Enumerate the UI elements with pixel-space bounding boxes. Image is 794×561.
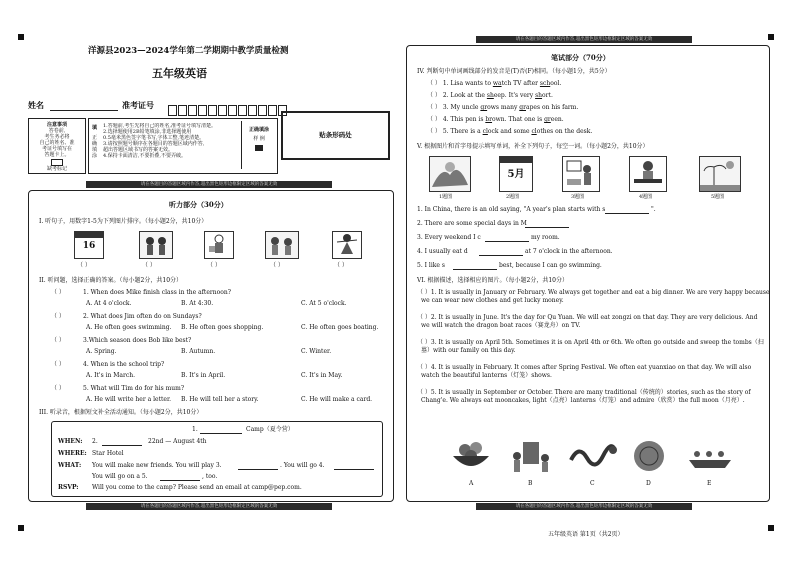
eating-dinner-picture xyxy=(629,156,667,192)
name-field[interactable] xyxy=(50,110,118,111)
q6-text: watch the beautiful lanterns（灯笼）shows. xyxy=(421,372,552,379)
writing-q6-title: VI. 根据描述，选择相应的图片。（每小题2分，共10分） xyxy=(417,277,568,284)
q4-sentence-mid: tch TV after xyxy=(501,80,540,87)
q2-question: 3.Which season does Bob like best? xyxy=(83,337,192,344)
camp-line1-text: Camp（夏令营） xyxy=(246,426,294,433)
q4-sentence-pre: 4. This pen is xyxy=(442,116,486,123)
summer-beach-picture xyxy=(699,156,741,192)
q2-answer-blank[interactable]: （ ） xyxy=(51,313,65,320)
camp-blank-5[interactable] xyxy=(160,480,200,481)
q5-sentence-tail: at 7 o'clock in the afternoon. xyxy=(525,248,613,255)
q2-option-c[interactable]: C. Winter. xyxy=(301,348,332,355)
q6-text: 1. It is usually in January or February. We always get together and eat a big dinner. We are very happy because xyxy=(430,289,770,296)
q4-sentence-pre: 5. There is a xyxy=(442,128,483,135)
q4-underlined: sh xyxy=(486,92,494,99)
q2-answer-blank[interactable]: （ ） xyxy=(51,385,65,392)
listening-q2-title: II. 听问题，选择正确的答案。（每小题2分，共10分） xyxy=(39,277,183,284)
q4-underlined: sch xyxy=(539,80,551,87)
q6-choice-b[interactable]: B xyxy=(528,480,533,487)
q4-underlined: gr xyxy=(544,116,551,123)
q5-sentence-tail: ". xyxy=(651,206,656,213)
notes-line: 考证号填写在 xyxy=(41,146,72,152)
q6-answer-blank[interactable]: （ ） xyxy=(417,364,431,371)
camp-when-range: 22nd — August 4th xyxy=(148,438,207,445)
answer-area-banner: 请在各题目的答题区域内作答,超出黑色矩形边框限定区域的答案无效 xyxy=(86,181,332,188)
q6-text: 4. It is usually in February. It comes after Spring Festival. We often eat yuanxiao on that day. We will also xyxy=(430,364,752,371)
q2-option-a[interactable]: A. It's in March. xyxy=(86,372,135,379)
girl-dancing-picture xyxy=(332,231,362,259)
camp-where-text: Star Hotel xyxy=(92,450,124,457)
q2-option-b[interactable]: B. At 4:30. xyxy=(181,300,214,307)
boy-with-books-picture xyxy=(204,231,234,259)
camp-what-text: . You will go 4. xyxy=(280,462,325,469)
q2-option-a[interactable]: A. He will write her a letter. xyxy=(86,396,172,403)
q5-sentence: 4. I usually eat d xyxy=(417,248,468,255)
q1-answer-blank[interactable]: （ ） xyxy=(207,262,221,269)
camp-rsvp-text: Will you come to the camp? Please send an email at camp@pep.com. xyxy=(92,484,302,491)
q2-option-c[interactable]: C. He will make a card. xyxy=(301,396,373,403)
q5-sentence: 2. There are some special days in M xyxy=(417,220,527,227)
q4-sentence-mid: ock and some xyxy=(487,128,532,135)
q2-items xyxy=(51,289,381,409)
camp-what-text: , too. xyxy=(202,473,218,480)
correct-fill-example xyxy=(241,121,276,169)
q6-choice-a[interactable]: A xyxy=(469,480,474,487)
q4-answer-blank[interactable]: （ ） xyxy=(427,116,441,123)
fill-side-char: 正 xyxy=(92,135,98,141)
tangyuan-bowl-picture xyxy=(449,438,493,474)
absence-mark-box[interactable] xyxy=(51,159,63,166)
q5-blank-5[interactable] xyxy=(453,269,497,270)
q4-answer-blank[interactable]: （ ） xyxy=(427,104,441,111)
q2-option-a[interactable]: A. Spring. xyxy=(86,348,117,355)
camp-what-text: You will go on a 5. xyxy=(92,473,148,480)
q4-answer-blank[interactable]: （ ） xyxy=(427,128,441,135)
fill-side-title: 填 xyxy=(92,125,98,131)
q2-question: 1. When does Mike finish class in the afternoon? xyxy=(83,289,231,296)
dragon-picture xyxy=(569,440,617,474)
answer-area-banner: 请在各题目的答题区域内作答,超出黑色矩形边框限定区域的答案无效 xyxy=(476,36,692,43)
q5-sentence-tail: best, because I can go swimming. xyxy=(499,262,602,269)
family-picture xyxy=(265,231,299,259)
calendar-date: 16 xyxy=(82,241,96,251)
q6-text: 5. It is usually in September or October. There are many traditional（传统的）stories, such as the story of xyxy=(430,389,751,396)
mooncake-picture xyxy=(629,438,669,474)
writing-q5-title: V. 根据图片和首字母提示填写单词，补全下列句子，每空一词。（每小题2分，共10分） xyxy=(417,143,649,150)
q1-answer-blank[interactable]: （ ） xyxy=(142,262,156,269)
camp-blank-1[interactable] xyxy=(200,433,242,434)
writing-q4-title: IV. 判断句中单词画线部分的发音是(T)否(F)相同。（每小题1分，共5分） xyxy=(417,68,611,75)
q4-sentence-post: ort. xyxy=(542,92,553,99)
q6-text: we will watch the dragon boat races（赛龙舟）on TV. xyxy=(421,322,581,329)
writing-panel xyxy=(406,45,770,502)
answer-area-banner: 请在各题目的答题区域内作答,超出黑色矩形边框限定区域的答案无效 xyxy=(476,503,692,510)
q1-answer-blank[interactable]: （ ） xyxy=(270,262,284,269)
q6-text: 2. It is usually in June. It's the day for Qu Yuan. We will eat zongzi on that day. They are very delicious. And xyxy=(430,314,758,321)
notes-title: 注意事项 xyxy=(46,122,67,128)
q6-items xyxy=(417,289,770,414)
tomb-sweeping-picture xyxy=(509,436,553,476)
q4-underlined: cl xyxy=(531,128,537,135)
q4-underlined: gr xyxy=(519,104,526,111)
registration-mark-bottom-left xyxy=(18,525,24,531)
instruction-line: 0.5毫米黑色签字笔书写,字体工整,笔迹清楚。 xyxy=(103,135,205,141)
camp-what-label: WHAT: xyxy=(58,462,82,469)
tree-landscape-picture xyxy=(429,156,471,192)
q5-blank-4[interactable] xyxy=(479,255,523,256)
q6-answer-blank[interactable]: （ ） xyxy=(417,339,431,346)
exam-title: 洋源县2023—2024学年第二学期期中教学质量检测 xyxy=(88,46,289,56)
q5-sentence: 1. In China, there is an old saying, "A year's plan starts with s xyxy=(417,206,606,213)
q6-choice-c[interactable]: C xyxy=(590,480,595,487)
q4-answer-blank[interactable]: （ ） xyxy=(427,92,441,99)
q2-question: 4. When is the school trip? xyxy=(83,361,165,368)
correct-fill-label: 正确填涂 xyxy=(248,127,269,133)
q5-pic-label: 5题图 xyxy=(711,194,725,200)
q6-answer-blank[interactable]: （ ） xyxy=(417,314,431,321)
instruction-line: 2.选择题使用2B铅笔填涂,非选择题使用 xyxy=(103,129,192,135)
name-label: 姓名 xyxy=(28,100,44,110)
cleaning-room-picture xyxy=(562,156,600,192)
fill-side-char: 确 xyxy=(92,141,98,147)
q4-sentence-mid: ows many xyxy=(487,104,520,111)
q4-underlined: gr xyxy=(480,104,488,111)
writing-heading: 笔试部分（70分） xyxy=(551,53,610,62)
q4-sentence-pre: 3. My uncle xyxy=(442,104,481,111)
q2-option-c[interactable]: C. He often goes boating. xyxy=(301,324,379,331)
exam-id-boxes[interactable] xyxy=(168,100,288,119)
q1-answer-blank[interactable]: （ ） xyxy=(334,262,348,269)
answer-area-banner: 请在各题目的答题区域内作答,超出黑色矩形边框限定区域的答案无效 xyxy=(86,503,332,510)
calendar-may-picture xyxy=(499,156,533,192)
page-footer: 五年级英语 第1页（共2页） xyxy=(548,531,624,538)
registration-mark-bottom-right xyxy=(768,525,774,531)
camp-line1-number: 1. xyxy=(192,426,198,433)
q6-text: Chang'e. We always eat mooncakes, light（点亮）lanterns（灯笼）and admire（欣赏）the full moon（月亮）. xyxy=(421,397,745,404)
notes-line: 答卷前, xyxy=(48,128,66,134)
q4-sentence-mid: eep. It's very xyxy=(493,92,536,99)
barcode-area xyxy=(281,111,390,160)
absence-mark-label: 缺考标记 xyxy=(46,166,67,172)
instruction-line: 4.保持卡面清洁,不要折叠,不要弄破。 xyxy=(103,153,186,159)
q2-option-c[interactable]: C. It's in May. xyxy=(301,372,343,379)
camp-what-text: You will make new friends. You will play 3. xyxy=(92,462,222,469)
q2-question: 2. What does Jim often do on Sundays? xyxy=(83,313,202,320)
exam-subtitle: 五年级英语 xyxy=(152,67,207,80)
people-dancing-picture xyxy=(139,231,173,259)
q4-underlined: sh xyxy=(535,92,543,99)
q4-sentence-mid: own. That one is xyxy=(492,116,545,123)
q5-blank-2[interactable] xyxy=(525,227,569,228)
q2-option-c[interactable]: C. At 5 o'clock. xyxy=(301,300,347,307)
listening-panel xyxy=(28,190,394,502)
q2-option-b[interactable]: B. It's in April. xyxy=(181,372,226,379)
q6-answer-blank[interactable]: （ ） xyxy=(417,289,431,296)
q5-blank-1[interactable] xyxy=(605,213,649,214)
example-label: 样 例 xyxy=(253,136,265,142)
q4-underlined: cl xyxy=(482,128,488,135)
camp-where-label: WHERE: xyxy=(58,450,87,457)
fill-side-char: 填 xyxy=(92,147,98,153)
q5-pic-label: 2题图 xyxy=(506,194,520,200)
notes-line: 自己的姓名、准 xyxy=(39,140,75,146)
q2-answer-blank[interactable]: （ ） xyxy=(51,337,65,344)
q4-sentence-pre: 2. Look at the xyxy=(442,92,487,99)
q4-sentence-post: een. xyxy=(550,116,564,123)
q4-sentence-post: othes on the desk. xyxy=(536,128,593,135)
registration-mark-top-right xyxy=(768,34,774,40)
q2-option-a[interactable]: A. At 4 o'clock. xyxy=(86,300,132,307)
instruction-line: 3.请按照题号顺序在各题目的答题区域内作答, xyxy=(103,141,205,147)
barcode-label: 贴条形码处 xyxy=(319,131,352,139)
q5-pic-label: 4题图 xyxy=(639,194,653,200)
listening-heading: 听力部分（30分） xyxy=(169,200,228,209)
listening-q3-title: III. 听录音，根据短文补全活动通知。（每小题2分，共10分） xyxy=(39,409,203,416)
q6-text: we can wear new clothes and get lucky money. xyxy=(421,297,564,304)
q1-answer-blank[interactable]: （ ） xyxy=(77,262,91,269)
q5-sentence: 5. I like s xyxy=(417,262,445,269)
camp-blank-3[interactable] xyxy=(238,469,278,470)
q2-option-b[interactable]: B. Autumn. xyxy=(181,348,216,355)
q6-text: 3. It is usually on April 5th. Sometimes it is on April 4th or 6th. We often go outside and sweep the tombs（扫 xyxy=(430,339,764,346)
notes-line: 考生务必将 xyxy=(44,134,70,140)
q2-option-b[interactable]: B. He will tell her a story. xyxy=(181,396,259,403)
calendar-month: 5月 xyxy=(507,169,525,180)
q4-items xyxy=(427,80,757,140)
camp-when-number: 2. xyxy=(92,438,98,445)
camp-blank-4[interactable] xyxy=(334,469,374,470)
exam-id-label: 准考证号 xyxy=(122,100,154,110)
q2-option-b[interactable]: B. He often goes shopping. xyxy=(181,324,264,331)
q2-option-a[interactable]: A. He often goes swimming. xyxy=(86,324,172,331)
q6-choice-e[interactable]: E xyxy=(707,480,712,487)
q6-choice-d[interactable]: D xyxy=(646,480,651,487)
dragon-boat-picture xyxy=(687,440,733,474)
q4-underlined: wa xyxy=(492,80,502,87)
instruction-line: 1.答题前,考生先将自己的姓名,准考证号填写清楚。 xyxy=(103,123,216,129)
q2-answer-blank[interactable]: （ ） xyxy=(51,361,65,368)
q5-sentence: 3. Every weekend I c xyxy=(417,234,481,241)
listening-q1-title: I. 听句子，用数字1-5为下列图片排序。（每小题2分，共10分） xyxy=(39,218,208,225)
notes-line: 答题卡上。 xyxy=(44,152,70,158)
q4-underlined: br xyxy=(485,116,493,123)
instruction-box xyxy=(88,118,278,174)
q5-sentence-tail: my room. xyxy=(531,234,560,241)
instruction-line: 超出答题区域书写的答案无效。 xyxy=(103,147,174,153)
q5-pic-label: 1题图 xyxy=(439,194,453,200)
q4-sentence-pre: 1. Lisa wants to xyxy=(442,80,493,87)
q5-pic-label: 3题图 xyxy=(571,194,585,200)
q2-answer-blank[interactable]: （ ） xyxy=(51,289,65,296)
calendar-picture xyxy=(74,231,104,259)
notes-box xyxy=(28,118,86,174)
camp-when-label: WHEN: xyxy=(58,438,83,445)
filled-box-icon xyxy=(255,145,263,151)
q4-answer-blank[interactable]: （ ） xyxy=(427,80,441,87)
q2-question: 5. What will Tim do for his mum? xyxy=(83,385,185,392)
camp-rsvp-label: RSVP: xyxy=(58,484,79,491)
q4-sentence-post: apes on his farm. xyxy=(526,104,579,111)
camp-blank-2[interactable] xyxy=(102,445,142,446)
camp-notice xyxy=(51,421,383,497)
q5-blank-3[interactable] xyxy=(485,241,529,242)
q6-answer-blank[interactable]: （ ） xyxy=(417,389,431,396)
q6-text: 墓）with our family on this day. xyxy=(421,347,516,354)
fill-side-char: 涂 xyxy=(92,153,98,159)
registration-mark-top-left xyxy=(18,34,24,40)
q4-sentence-post: ool. xyxy=(550,80,562,87)
